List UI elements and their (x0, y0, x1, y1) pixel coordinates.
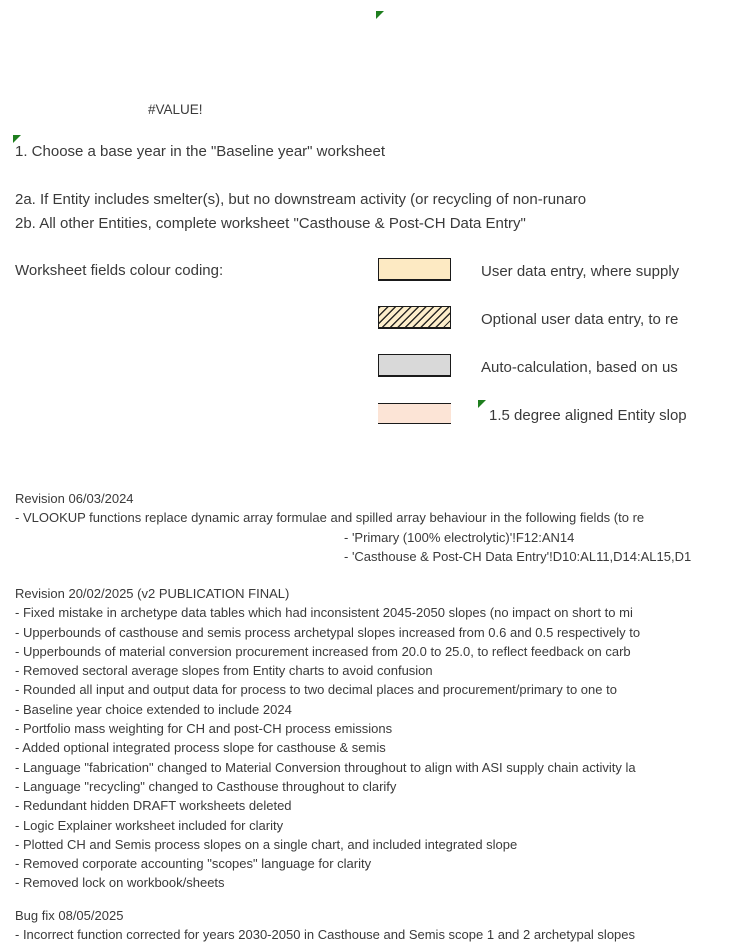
instruction-step-2a: 2a. If Entity includes smelter(s), but no downstream activity (or recycling of non-runaro (15, 191, 587, 208)
revision-item: - Portfolio mass weighting for CH and post-CH process emissions (15, 721, 393, 737)
revision-item: - Upperbounds of casthouse and semis process archetypal slopes increased from 0.6 and 0.5 respectively to (15, 624, 641, 640)
revision-item: - Baseline year choice extended to include 2024 (15, 701, 292, 717)
revision-block-2025-02-20 (15, 584, 735, 893)
swatch-auto-calculation (378, 354, 451, 377)
cell-comment-marker-icon (13, 135, 21, 143)
legend-label: Worksheet fields colour coding: (15, 262, 224, 279)
revision-item: - Upperbounds of material conversion procurement increased from 20.0 to 25.0, to reflect feedback on carb (15, 643, 631, 659)
revision-heading: Revision 06/03/2024 (15, 491, 134, 506)
revision-item: - 'Primary (100% electrolytic)'!F12:AN14 (344, 529, 575, 545)
revision-item: - Fixed mistake in archetype data tables which had inconsistent 2045-2050 slopes (no impact on short to mi (15, 605, 633, 621)
instruction-step-1: 1. Choose a base year in the "Baseline year" worksheet (15, 143, 386, 160)
revision-heading: Revision 20/02/2025 (v2 PUBLICATION FINAL) (15, 586, 290, 601)
revision-item: - Incorrect function corrected for years 2030-2050 in Casthouse and Semis scope 1 and 2 archetypal slopes (15, 927, 636, 943)
revision-item: - Removed corporate accounting "scopes" language for clarity (15, 856, 372, 872)
legend-item-label: 1.5 degree aligned Entity slop (489, 407, 687, 424)
cell-comment-marker-icon (478, 400, 486, 408)
bugfix-block-2025-05-08 (15, 906, 735, 945)
swatch-optional-user-data-entry-hatched (378, 306, 451, 329)
revision-item: - Removed sectoral average slopes from Entity charts to avoid confusion (15, 663, 433, 679)
legend-item-label: Auto-calculation, based on us (481, 359, 678, 376)
revision-heading: Bug fix 08/05/2025 (15, 908, 124, 923)
revision-item: - Redundant hidden DRAFT worksheets deleted (15, 798, 292, 814)
revision-item: - Rounded all input and output data for process to two decimal places and procurement/primary to one to (15, 682, 617, 698)
revision-item: - Language "fabrication" changed to Material Conversion throughout to align with ASI supply chain activity la (15, 759, 636, 775)
swatch-user-data-entry (378, 258, 451, 281)
instruction-step-2b: 2b. All other Entities, complete worksheet "Casthouse & Post-CH Data Entry" (15, 215, 526, 232)
legend-item-label: User data entry, where supply (481, 263, 680, 280)
revision-item: - Plotted CH and Semis process slopes on a single chart, and included integrated slope (15, 836, 518, 852)
revision-block-2024-03-06 (15, 489, 735, 566)
swatch-1-5-degree-aligned (378, 403, 451, 424)
value-error-cell[interactable]: #VALUE! (148, 102, 203, 117)
revision-item: - VLOOKUP functions replace dynamic array formulae and spilled array behaviour in the following fields (to re (15, 510, 645, 526)
cell-comment-marker-icon (376, 11, 384, 19)
revision-item: - 'Casthouse & Post-CH Data Entry'!D10:AL11,D14:AL15,D1 (344, 548, 692, 564)
revision-item: - Language "recycling" changed to Casthouse throughout to clarify (15, 778, 397, 794)
revision-item: - Added optional integrated process slope for casthouse & semis (15, 740, 386, 756)
revision-item: - Removed lock on workbook/sheets (15, 875, 225, 891)
revision-item: - Logic Explainer worksheet included for clarity (15, 817, 284, 833)
legend-item-label: Optional user data entry, to re (481, 311, 679, 328)
